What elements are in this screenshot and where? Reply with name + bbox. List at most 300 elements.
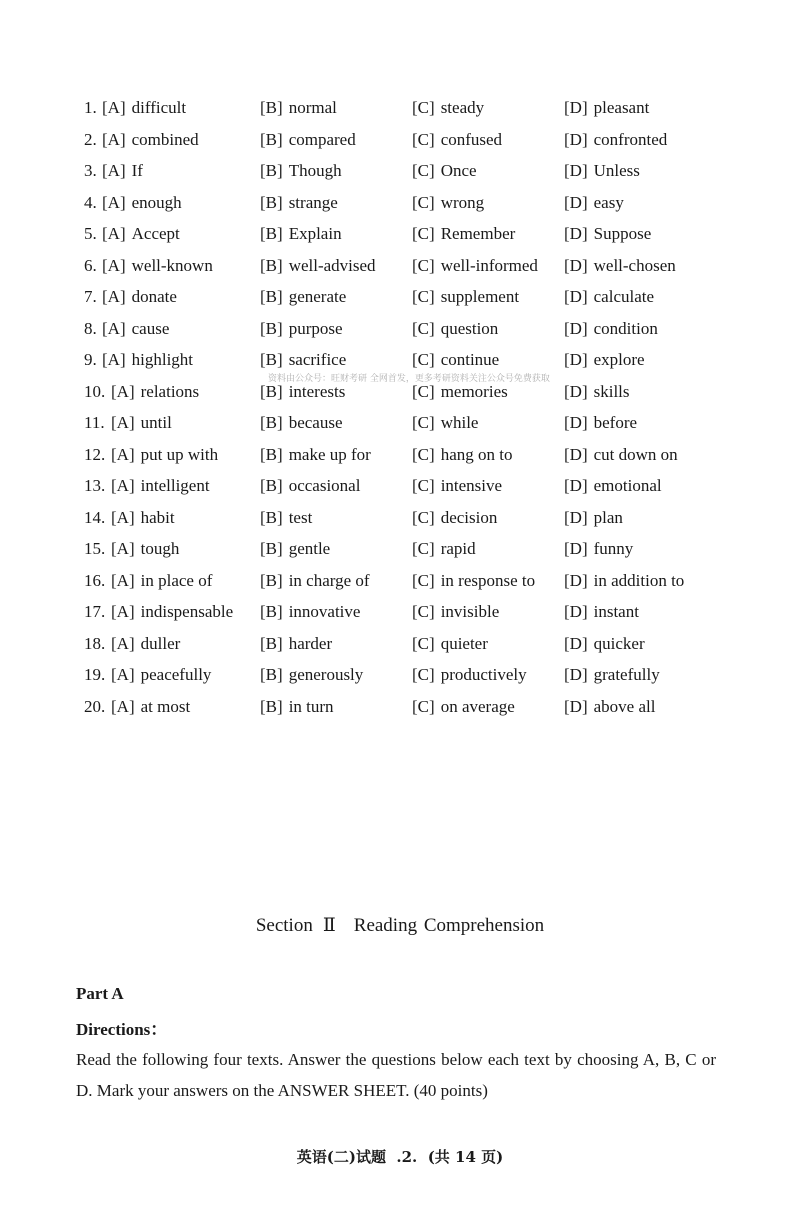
option-letter-text: B <box>265 98 278 117</box>
option-letter: [ <box>412 161 418 180</box>
option-text: continue <box>440 350 500 369</box>
option-text: quieter <box>440 633 488 653</box>
option-text: If <box>131 161 143 180</box>
option-text: Remember <box>440 224 516 243</box>
option-letter: [ <box>260 129 266 149</box>
option-letter: [ <box>412 129 418 149</box>
option-c: [C] confused <box>412 124 502 156</box>
option-letter: [ <box>564 287 570 306</box>
option-letter-text: C <box>417 98 430 117</box>
option-text: compared <box>288 129 356 149</box>
option-letter-text: D <box>569 350 582 369</box>
option-d: [D] pleasant <box>564 92 649 124</box>
option-letter: [ <box>111 570 117 590</box>
option-letter-text: B <box>265 602 278 621</box>
option-letter-text: D <box>569 507 582 527</box>
option-text: interests <box>288 381 346 401</box>
option-text: skills <box>593 381 630 401</box>
option-d: [D] calculate <box>564 281 654 313</box>
option-letter-text: B <box>265 539 278 558</box>
option-letter-text: B <box>265 129 278 149</box>
question-row <box>0 691 800 723</box>
option-d: [D] explore <box>564 344 645 376</box>
option-letter-text: A <box>107 318 120 338</box>
option-text: wrong <box>440 192 485 212</box>
option-text: in charge of <box>288 570 370 590</box>
question-row <box>0 407 800 439</box>
option-c: [C] intensive <box>412 470 502 502</box>
option-letter-text: D <box>569 665 582 684</box>
option-letter: [ <box>564 602 570 621</box>
option-text: quicker <box>593 633 645 653</box>
option-text: donate <box>131 287 177 306</box>
option-d: [D] before <box>564 407 637 439</box>
option-letter-text: C <box>417 633 430 653</box>
option-letter: [ <box>260 476 266 495</box>
option-a: [A] combined <box>102 124 199 156</box>
option-text: at most <box>140 696 191 716</box>
option-letter: [ <box>564 381 570 401</box>
option-d: [D] above all <box>564 691 655 723</box>
option-text: explore <box>593 350 645 369</box>
option-letter-text: C <box>417 381 430 401</box>
option-a: [A] until <box>111 407 172 439</box>
option-letter: [ <box>102 192 108 212</box>
option-d: [D] quicker <box>564 628 645 660</box>
option-c: [C] supplement <box>412 281 519 313</box>
option-letter: [ <box>564 539 570 558</box>
option-letter: [ <box>412 318 418 338</box>
option-text: combined <box>131 129 199 149</box>
question-number: 20. <box>84 696 106 716</box>
option-text: habit <box>140 507 175 527</box>
option-text: before <box>593 413 638 432</box>
option-text: duller <box>140 633 181 653</box>
option-letter-text: A <box>116 413 129 432</box>
option-letter: [ <box>564 98 570 117</box>
question-number: 15. <box>84 539 106 558</box>
option-letter-text: C <box>417 350 430 369</box>
option-letter-text: D <box>569 696 582 716</box>
option-a: [A] Accept <box>102 218 180 250</box>
option-letter: [ <box>564 696 570 716</box>
option-letter: [ <box>111 444 117 464</box>
option-text: funny <box>593 539 634 558</box>
option-d: [D] in addition to <box>564 565 684 597</box>
option-c: [C] hang on to <box>412 439 512 471</box>
option-b: [B] interests <box>260 376 345 408</box>
option-text: purpose <box>288 318 343 338</box>
directions-label: Directions： <box>76 1020 168 1039</box>
option-letter-text: A <box>107 350 120 369</box>
question-row <box>0 155 800 187</box>
option-c: [C] well-informed <box>412 250 538 282</box>
question-number: 4. <box>84 192 97 212</box>
option-b: [B] innovative <box>260 596 360 628</box>
option-letter: [ <box>260 665 266 684</box>
option-letter: [ <box>260 192 266 212</box>
question-number: 18. <box>84 633 106 653</box>
option-letter-text: A <box>116 633 129 653</box>
option-text: peacefully <box>140 665 212 684</box>
option-letter-text: C <box>417 476 430 495</box>
option-text: instant <box>593 602 639 621</box>
option-text: invisible <box>440 602 500 621</box>
option-a: [A] duller <box>111 628 180 660</box>
option-letter-text: C <box>417 696 430 716</box>
option-letter-text: D <box>569 287 582 306</box>
option-letter: [ <box>412 287 418 306</box>
question-row <box>0 281 800 313</box>
option-a: [A] peacefully <box>111 659 211 691</box>
option-b: [B] harder <box>260 628 332 660</box>
option-letter-text: D <box>569 129 582 149</box>
option-letter-text: B <box>265 287 278 306</box>
option-letter: [ <box>412 570 418 590</box>
question-number: 3. <box>84 161 97 180</box>
option-letter: [ <box>564 224 570 243</box>
option-letter-text: D <box>569 476 582 495</box>
option-letter-text: A <box>116 381 129 401</box>
option-letter-text: D <box>569 539 582 558</box>
option-letter: [ <box>102 255 108 275</box>
option-letter-text: B <box>265 476 278 495</box>
option-letter: [ <box>412 602 418 621</box>
option-d: [D] instant <box>564 596 639 628</box>
option-text: rapid <box>440 539 476 558</box>
option-letter: [ <box>260 507 266 527</box>
option-letter-text: A <box>116 665 129 684</box>
page-footer: 英语(二)试题 .2. (共 14 页) <box>296 1148 504 1166</box>
option-text: generously <box>288 665 364 684</box>
option-text: question <box>440 318 499 338</box>
option-letter: [ <box>564 633 570 653</box>
question-row <box>0 596 800 628</box>
option-letter: [ <box>260 381 266 401</box>
option-letter: [ <box>102 161 108 180</box>
section-title-text: Reading Comprehension <box>353 915 545 936</box>
option-letter: [ <box>412 476 418 495</box>
option-b: [B] gentle <box>260 533 330 565</box>
option-letter-text: A <box>107 161 120 180</box>
option-text: productively <box>440 665 527 684</box>
option-d: [D] cut down on <box>564 439 678 471</box>
option-b: [B] compared <box>260 124 356 156</box>
section-numeral: Ⅱ <box>322 915 336 936</box>
option-letter: [ <box>564 192 570 212</box>
option-text: hang on to <box>440 444 513 464</box>
option-b: [B] sacrifice <box>260 344 346 376</box>
option-letter: [ <box>260 350 266 369</box>
option-letter-text: D <box>569 98 582 117</box>
option-c: [C] on average <box>412 691 515 723</box>
option-text: gentle <box>288 539 331 558</box>
option-letter-text: A <box>116 539 129 558</box>
option-letter: [ <box>412 696 418 716</box>
option-letter-text: D <box>569 633 582 653</box>
option-letter: [ <box>564 444 570 464</box>
option-text: sacrifice <box>288 350 347 369</box>
option-text: normal <box>288 98 337 117</box>
option-letter-text: C <box>417 665 430 684</box>
watermark: 资料由公众号：旺财考研 全网首发，更多考研资料关注公众号免费获取 <box>268 374 550 384</box>
option-letter: [ <box>111 633 117 653</box>
option-letter-text: B <box>265 192 278 212</box>
option-text: intelligent <box>140 476 210 495</box>
option-letter: [ <box>111 381 117 401</box>
question-number: 12. <box>84 444 106 464</box>
option-a: [A] in place of <box>111 565 212 597</box>
question-number: 9. <box>84 350 97 369</box>
option-letter-text: A <box>107 255 120 275</box>
option-a: [A] indispensable <box>111 596 233 628</box>
option-b: [B] in charge of <box>260 565 370 597</box>
option-letter-text: C <box>417 507 430 527</box>
option-text: easy <box>593 192 624 212</box>
question-row <box>0 439 800 471</box>
option-letter-text: A <box>107 224 120 243</box>
option-d: [D] gratefully <box>564 659 660 691</box>
option-letter-text: B <box>265 318 278 338</box>
option-d: [D] funny <box>564 533 633 565</box>
option-letter: [ <box>564 350 570 369</box>
question-row <box>0 502 800 534</box>
option-text: confused <box>440 129 503 149</box>
option-letter-text: D <box>569 192 582 212</box>
option-c: [C] rapid <box>412 533 476 565</box>
question-number: 14. <box>84 507 106 527</box>
option-letter: [ <box>412 98 418 117</box>
option-d: [D] easy <box>564 187 624 219</box>
option-letter-text: D <box>569 413 582 432</box>
option-b: [B] occasional <box>260 470 360 502</box>
option-text: indispensable <box>140 602 234 621</box>
option-letter-text: A <box>116 602 129 621</box>
option-letter-text: B <box>265 665 278 684</box>
question-number: 13. <box>84 476 106 495</box>
option-letter: [ <box>260 539 266 558</box>
option-text: Once <box>440 161 477 180</box>
option-letter-text: D <box>569 224 582 243</box>
option-letter: [ <box>412 665 418 684</box>
option-letter: [ <box>102 98 108 117</box>
question-row <box>0 470 800 502</box>
option-a: [A] difficult <box>102 92 186 124</box>
option-text: strange <box>288 192 338 212</box>
option-letter: [ <box>412 413 418 432</box>
option-letter-text: C <box>417 444 430 464</box>
option-letter-text: C <box>417 539 430 558</box>
option-letter: [ <box>564 129 570 149</box>
option-letter: [ <box>564 318 570 338</box>
option-text: plan <box>593 507 623 527</box>
option-a: [A] put up with <box>111 439 218 471</box>
question-row <box>0 628 800 660</box>
option-text: in response to <box>440 570 536 590</box>
option-b: [B] generously <box>260 659 363 691</box>
option-letter-text: D <box>569 381 582 401</box>
option-a: [A] highlight <box>102 344 193 376</box>
option-b: [B] strange <box>260 187 338 219</box>
option-letter-text: D <box>569 602 582 621</box>
option-c: [C] question <box>412 313 498 345</box>
question-row <box>0 250 800 282</box>
option-c: [C] steady <box>412 92 484 124</box>
option-a: [A] relations <box>111 376 199 408</box>
option-a: [A] well-known <box>102 250 213 282</box>
option-letter-text: A <box>116 444 129 464</box>
option-letter: [ <box>412 444 418 464</box>
option-c: [C] invisible <box>412 596 499 628</box>
option-text: well-chosen <box>593 255 676 275</box>
option-text: test <box>288 507 313 527</box>
option-letter-text: A <box>107 287 120 306</box>
option-letter: [ <box>412 539 418 558</box>
option-letter-text: B <box>265 255 278 275</box>
option-b: [B] purpose <box>260 313 343 345</box>
option-text: pleasant <box>593 98 650 117</box>
option-letter: [ <box>412 507 418 527</box>
option-letter: [ <box>564 570 570 590</box>
option-b: [B] Explain <box>260 218 342 250</box>
option-text: until <box>140 413 172 432</box>
option-d: [D] Unless <box>564 155 640 187</box>
question-number: 10. <box>84 381 106 401</box>
option-text: while <box>440 413 479 432</box>
option-letter-text: C <box>417 570 430 590</box>
option-text: put up with <box>140 444 219 464</box>
option-c: [C] quieter <box>412 628 488 660</box>
cloze-options-list <box>0 92 800 722</box>
option-c: [C] wrong <box>412 187 484 219</box>
option-letter: [ <box>412 381 418 401</box>
option-b: [B] because <box>260 407 343 439</box>
option-letter-text: B <box>265 507 278 527</box>
option-a: [A] donate <box>102 281 177 313</box>
option-c: [C] Remember <box>412 218 515 250</box>
option-b: [B] make up for <box>260 439 371 471</box>
option-text: decision <box>440 507 498 527</box>
option-a: [A] enough <box>102 187 182 219</box>
option-letter-text: D <box>569 570 582 590</box>
option-letter-text: A <box>116 570 129 590</box>
option-letter: [ <box>260 161 266 180</box>
option-c: [C] in response to <box>412 565 535 597</box>
option-text: in turn <box>288 696 334 716</box>
option-b: [B] generate <box>260 281 346 313</box>
option-letter-text: B <box>265 381 278 401</box>
option-text: relations <box>140 381 200 401</box>
option-letter-text: C <box>417 287 430 306</box>
option-letter: [ <box>111 696 117 716</box>
option-letter: [ <box>564 665 570 684</box>
option-letter: [ <box>111 602 117 621</box>
option-letter: [ <box>260 255 266 275</box>
option-letter: [ <box>111 476 117 495</box>
option-a: [A] intelligent <box>111 470 210 502</box>
option-letter-text: C <box>417 602 430 621</box>
option-letter: [ <box>564 413 570 432</box>
option-text: well-informed <box>440 255 538 275</box>
option-c: [C] memories <box>412 376 508 408</box>
option-letter-text: B <box>265 696 278 716</box>
option-b: [B] in turn <box>260 691 334 723</box>
option-letter: [ <box>260 287 266 306</box>
option-c: [C] Once <box>412 155 477 187</box>
option-letter-text: B <box>265 444 278 464</box>
option-letter: [ <box>111 507 117 527</box>
option-letter-text: D <box>569 444 582 464</box>
question-number: 16. <box>84 570 106 590</box>
option-text: in addition to <box>593 570 685 590</box>
option-a: [A] habit <box>111 502 175 534</box>
option-text: above all <box>593 696 656 716</box>
option-text: condition <box>593 318 658 338</box>
question-row <box>0 218 800 250</box>
option-letter: [ <box>260 98 266 117</box>
option-letter: [ <box>260 318 266 338</box>
option-text: well-advised <box>288 255 376 275</box>
question-number: 7. <box>84 287 97 306</box>
option-letter: [ <box>260 444 266 464</box>
option-d: [D] condition <box>564 313 658 345</box>
option-letter-text: C <box>417 192 430 212</box>
option-b: [B] well-advised <box>260 250 376 282</box>
option-text: enough <box>131 192 182 212</box>
option-text: tough <box>140 539 180 558</box>
option-text: cause <box>131 318 170 338</box>
option-text: difficult <box>131 98 187 117</box>
option-d: [D] skills <box>564 376 630 408</box>
option-letter-text: C <box>417 413 430 432</box>
option-b: [B] normal <box>260 92 337 124</box>
option-a: [A] If <box>102 155 143 187</box>
question-row <box>0 92 800 124</box>
option-text: steady <box>440 98 485 117</box>
question-row <box>0 565 800 597</box>
question-number: 2. <box>84 129 97 149</box>
option-text: harder <box>288 633 333 653</box>
option-b: [B] Though <box>260 155 342 187</box>
option-letter-text: D <box>569 161 582 180</box>
option-letter: [ <box>260 602 266 621</box>
option-text: Accept <box>131 224 180 243</box>
option-a: [A] cause <box>102 313 169 345</box>
option-letter: [ <box>102 224 108 243</box>
option-text: cut down on <box>593 444 678 464</box>
option-d: [D] plan <box>564 502 623 534</box>
option-text: make up for <box>288 444 371 464</box>
option-letter: [ <box>260 413 266 432</box>
option-letter-text: A <box>116 696 129 716</box>
option-letter-text: A <box>116 507 129 527</box>
option-letter-text: B <box>265 413 278 432</box>
question-number: 19. <box>84 665 106 684</box>
option-letter-text: B <box>265 350 278 369</box>
option-letter: [ <box>412 255 418 275</box>
option-letter: [ <box>102 318 108 338</box>
option-c: [C] continue <box>412 344 499 376</box>
option-text: Explain <box>288 224 342 243</box>
option-d: [D] emotional <box>564 470 662 502</box>
option-text: Suppose <box>593 224 652 243</box>
option-letter: [ <box>111 539 117 558</box>
directions-text: Read the following four texts. Answer the questions below each text by choosing A, B, C or D. Mark your answers on the ANSWER SHEET. (40 points) <box>76 1050 716 1100</box>
question-row <box>0 533 800 565</box>
option-c: [C] decision <box>412 502 497 534</box>
option-letter: [ <box>102 350 108 369</box>
option-d: [D] well-chosen <box>564 250 676 282</box>
